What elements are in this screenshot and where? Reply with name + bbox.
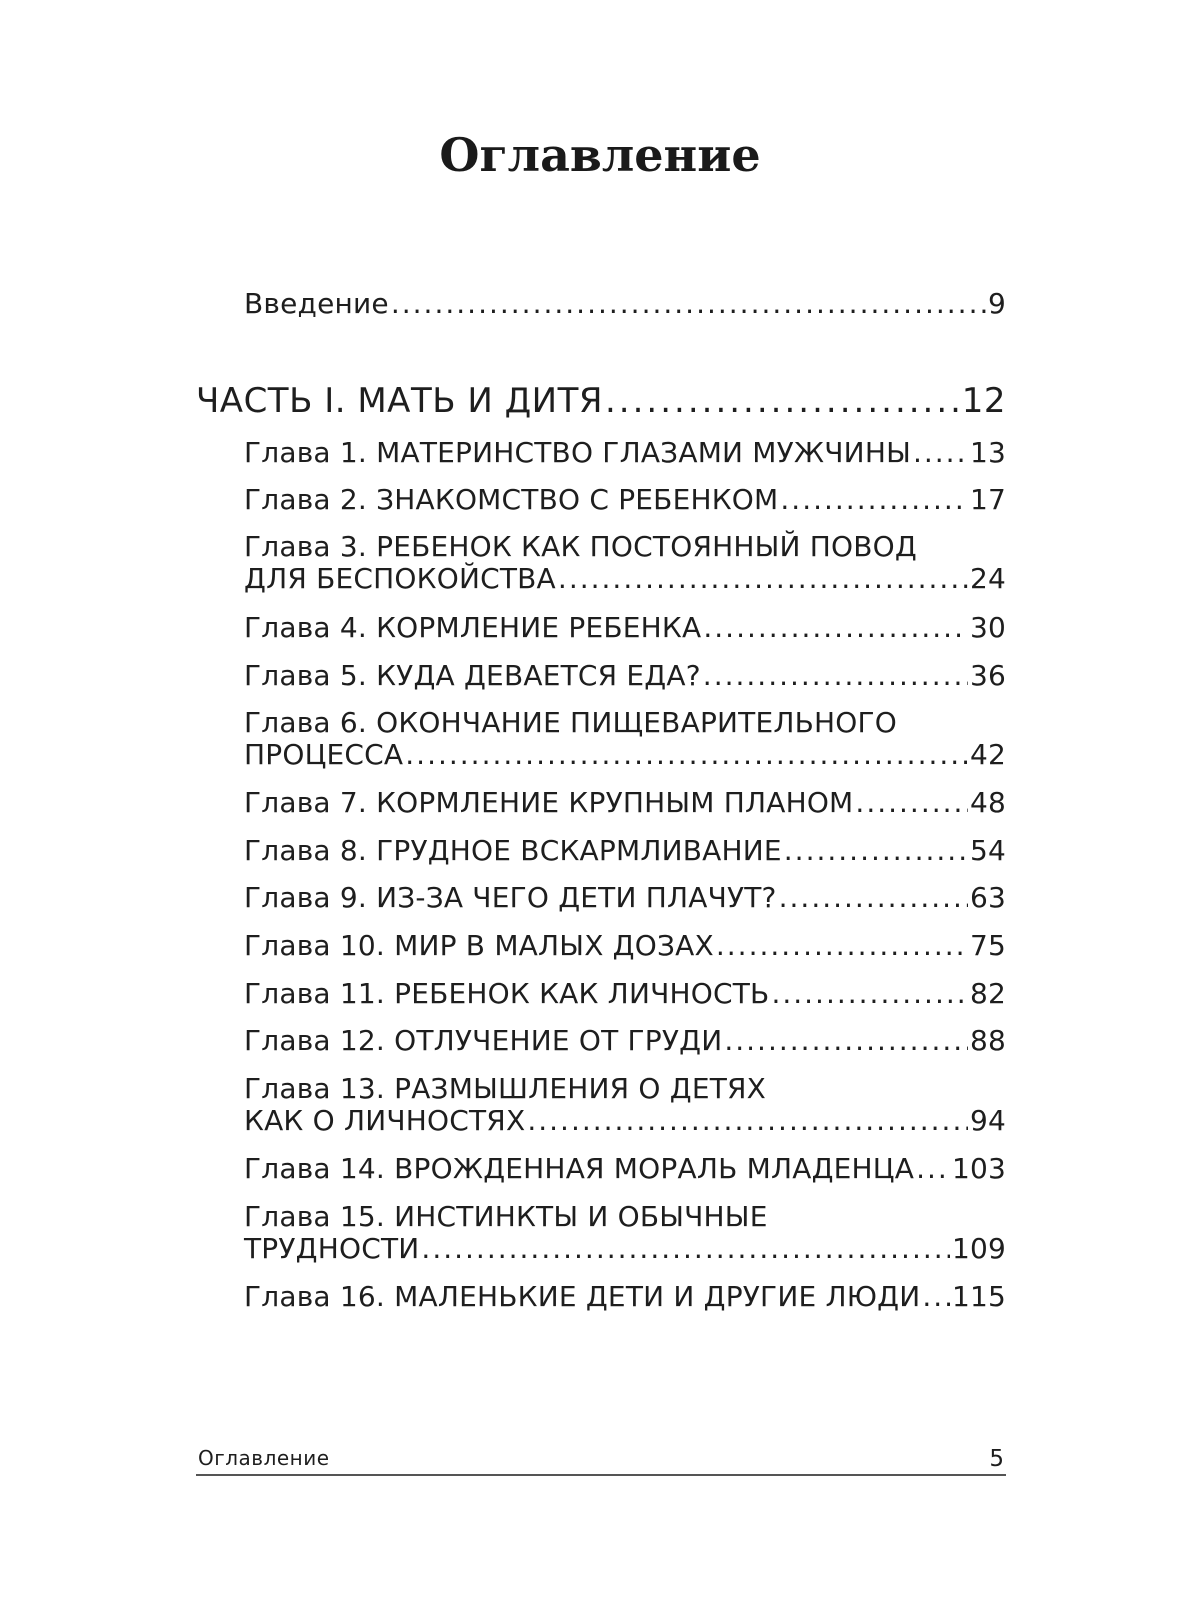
toc-entry-chapter-9[interactable]: [244, 882, 1006, 914]
toc-entry-label: Глава 7. КОРМЛЕНИЕ КРУПНЫМ ПЛАНОМ: [244, 786, 854, 819]
dot-leader: [784, 835, 968, 867]
dot-leader: [716, 930, 968, 962]
toc-entry-page: 115: [951, 1280, 1006, 1313]
toc-entry-label: Глава 9. ИЗ-ЗА ЧЕГО ДЕТИ ПЛАЧУТ?: [244, 881, 777, 914]
toc-entry-page: 9: [987, 287, 1006, 320]
toc-entry-page: 103: [951, 1152, 1006, 1185]
dot-leader: [922, 1281, 950, 1313]
toc-entry-page: 109: [951, 1232, 1006, 1265]
toc-entry-label: Глава 1. МАТЕРИНСТВО ГЛАЗАМИ МУЖЧИНЫ: [244, 436, 911, 469]
toc-entry-page: 54: [969, 834, 1006, 867]
toc-entry-chapter-15[interactable]: [244, 1201, 1006, 1265]
toc-entry-page: 48: [969, 786, 1006, 819]
toc-entry-intro[interactable]: [244, 288, 1006, 320]
dot-leader: [605, 382, 960, 420]
toc-entry-label: Глава 11. РЕБЕНОК КАК ЛИЧНОСТЬ: [244, 977, 770, 1010]
page-footer: [196, 1440, 1006, 1476]
toc-entry-chapter-14[interactable]: [244, 1153, 1006, 1185]
dot-leader: [771, 978, 968, 1010]
dot-leader: [780, 484, 968, 516]
toc-entry-chapter-10[interactable]: [244, 930, 1006, 962]
toc-entry-page: 24: [969, 562, 1006, 595]
dot-leader: [703, 612, 968, 644]
toc-entry-chapter-3[interactable]: [244, 531, 1006, 595]
dot-leader: [703, 660, 968, 692]
toc-entry-label: ПРОЦЕССА: [244, 738, 404, 771]
toc-entry-label: ТРУДНОСТИ: [244, 1232, 420, 1265]
part-label: ЧАСТЬ I. МАТЬ И ДИТЯ: [196, 381, 603, 421]
toc-entry-first-line: Глава 3. РЕБЕНОК КАК ПОСТОЯННЫЙ ПОВОД: [244, 530, 917, 563]
toc-entry-chapter-7[interactable]: [244, 787, 1006, 819]
dot-leader: [724, 1025, 968, 1057]
part-page: 12: [961, 381, 1006, 421]
toc-entry-chapter-13[interactable]: [244, 1073, 1006, 1137]
toc-part-heading[interactable]: [196, 382, 1006, 420]
dot-leader: [558, 563, 968, 595]
toc-entry-chapter-5[interactable]: [244, 660, 1006, 692]
toc-entry-page: 94: [969, 1104, 1006, 1137]
dot-leader: [421, 1233, 950, 1265]
toc-entry-page: 17: [969, 483, 1006, 516]
dot-leader: [779, 882, 968, 914]
page-number: 5: [989, 1446, 1004, 1472]
toc-entry-label: Глава 16. МАЛЕНЬКИЕ ДЕТИ И ДРУГИЕ ЛЮДИ: [244, 1280, 921, 1313]
toc-entry-first-line: Глава 13. РАЗМЫШЛЕНИЯ О ДЕТЯХ: [244, 1072, 767, 1105]
dot-leader: [916, 1153, 950, 1185]
toc-entry-chapter-8[interactable]: [244, 835, 1006, 867]
toc-entry-label: Глава 2. ЗНАКОМСТВО С РЕБЕНКОМ: [244, 483, 779, 516]
toc-entry-page: 88: [969, 1024, 1006, 1057]
toc-entry-label: Глава 10. МИР В МАЛЫХ ДОЗАХ: [244, 929, 714, 962]
toc-entry-first-line: Глава 15. ИНСТИНКТЫ И ОБЫЧНЫЕ: [244, 1200, 768, 1233]
toc-entry-chapter-4[interactable]: [244, 612, 1006, 644]
toc-entry-chapter-2[interactable]: [244, 484, 1006, 516]
toc-entry-label: Глава 4. КОРМЛЕНИЕ РЕБЕНКА: [244, 611, 702, 644]
page-title: Оглавление: [439, 128, 761, 182]
toc-entry-label: Глава 12. ОТЛУЧЕНИЕ ОТ ГРУДИ: [244, 1024, 723, 1057]
toc-entry-label: Глава 5. КУДА ДЕВАЕТСЯ ЕДА?: [244, 659, 701, 692]
toc-entry-page: 75: [969, 929, 1006, 962]
toc-entry-page: 36: [969, 659, 1006, 692]
toc-entry-chapter-6[interactable]: [244, 707, 1006, 771]
toc-entry-label: Глава 14. ВРОЖДЕННАЯ МОРАЛЬ МЛАДЕНЦА: [244, 1152, 915, 1185]
dot-leader: [913, 437, 968, 469]
toc-entry-first-line: Глава 6. ОКОНЧАНИЕ ПИЩЕВАРИТЕЛЬНОГО: [244, 706, 898, 739]
dot-leader: [391, 288, 986, 320]
toc-entry-page: 42: [969, 738, 1006, 771]
dot-leader: [527, 1105, 968, 1137]
running-head: Оглавление: [198, 1446, 330, 1470]
toc-entry-chapter-12[interactable]: [244, 1025, 1006, 1057]
toc-entry-page: 13: [969, 436, 1006, 469]
toc-entry-label: Глава 8. ГРУДНОЕ ВСКАРМЛИВАНИЕ: [244, 834, 782, 867]
toc-entry-page: 82: [969, 977, 1006, 1010]
toc-entry-chapter-16[interactable]: [244, 1281, 1006, 1313]
toc-entry-chapter-1[interactable]: [244, 437, 1006, 469]
dot-leader: [855, 787, 968, 819]
toc-entry-chapter-11[interactable]: [244, 978, 1006, 1010]
toc-entry-page: 30: [969, 611, 1006, 644]
toc-entry-page: 63: [969, 881, 1006, 914]
toc-entry-label: КАК О ЛИЧНОСТЯХ: [244, 1104, 526, 1137]
dot-leader: [405, 739, 968, 771]
toc-entry-label: ДЛЯ БЕСПОКОЙСТВА: [244, 562, 556, 595]
toc-entry-label: Введение: [244, 287, 389, 320]
